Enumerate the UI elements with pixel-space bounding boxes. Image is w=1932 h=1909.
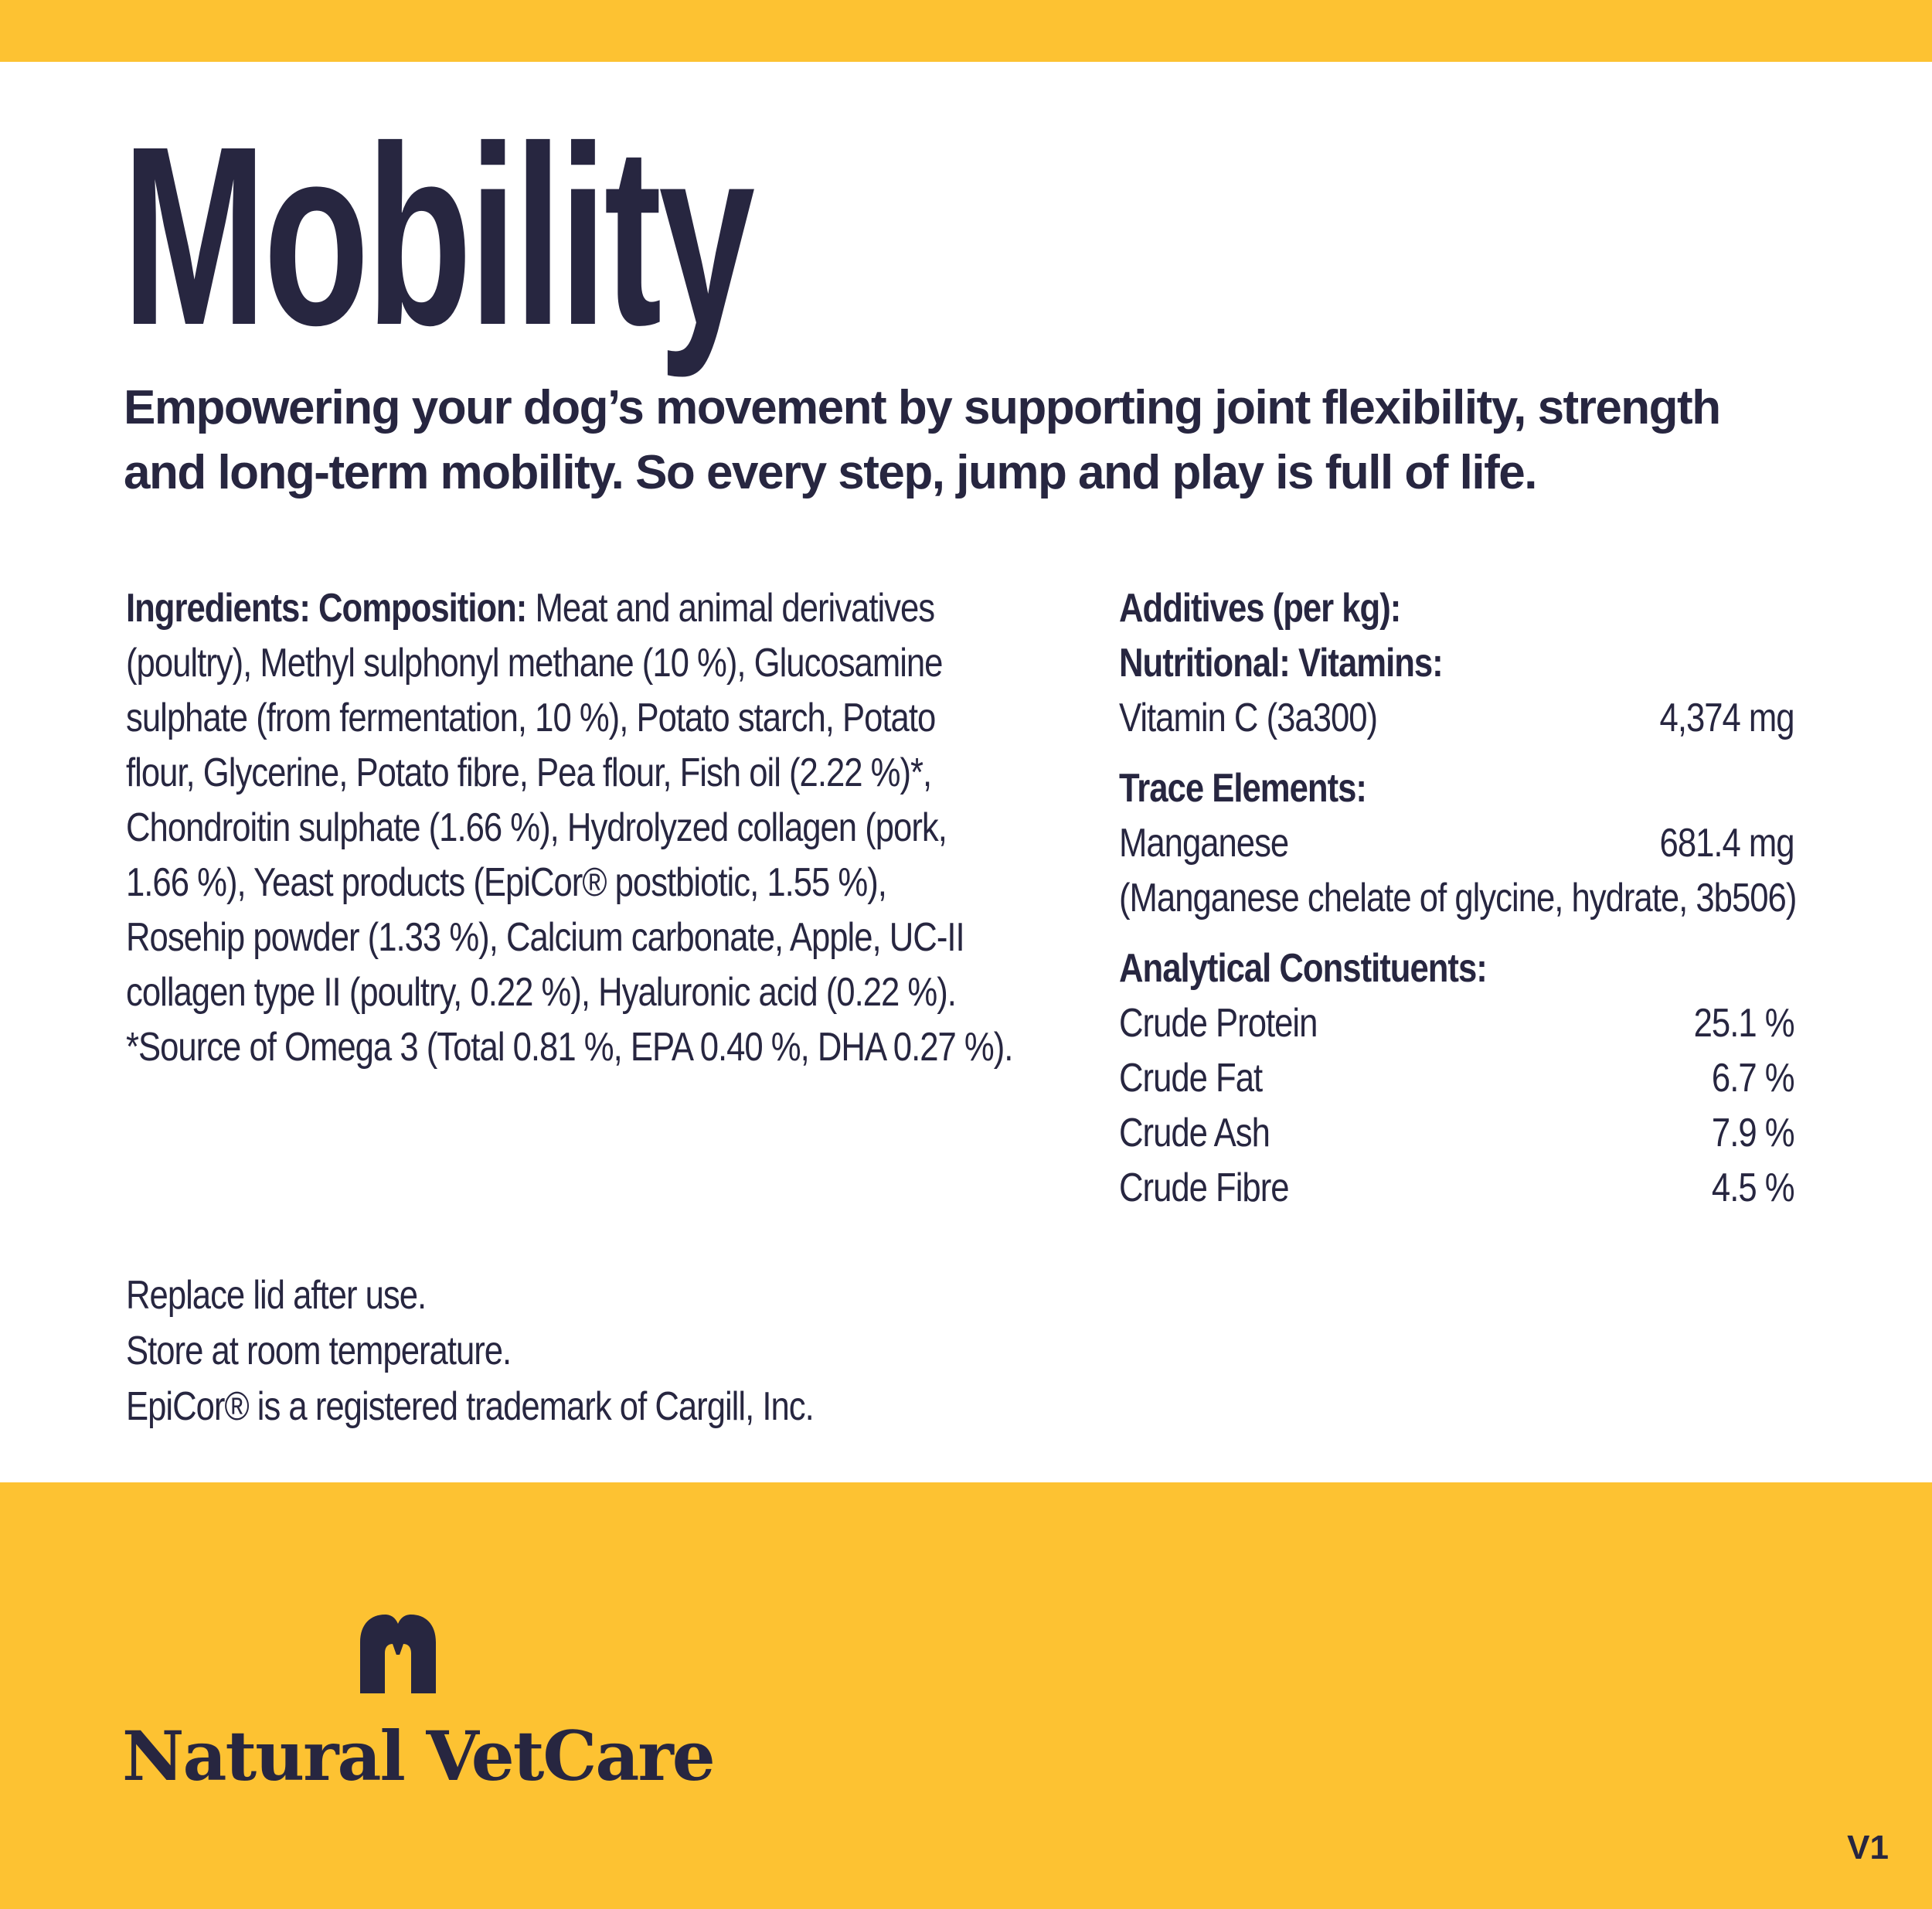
- analytical-heading: Analytical Constituents:: [1119, 946, 1487, 991]
- analytical-row: [1119, 1051, 1794, 1106]
- trademark-note: EpiCor® is a registered trademark of Cargill, Inc.: [126, 1384, 814, 1429]
- tagline-line-2: and long-term mobility. So every step, jump and play is full of life.: [124, 446, 1536, 499]
- ingredients-block: [126, 581, 1100, 1075]
- ingredients-line: collagen type II (poultry, 0.22 %), Hyaluronic acid (0.22 %).: [126, 970, 956, 1015]
- trace-name: Manganese: [1119, 821, 1289, 866]
- analytical-row: [1119, 1106, 1794, 1161]
- ingredients-line: flour, Glycerine, Potato fibre, Pea flour, Fish oil (2.22 %)*,: [126, 750, 932, 795]
- analytical-row: [1119, 996, 1794, 1051]
- ingredients-label: Ingredients: Composition:: [126, 586, 527, 631]
- ingredients-line: Rosehip powder (1.33 %), Calcium carbonate, Apple, UC-II: [126, 915, 964, 960]
- trace-note: (Manganese chelate of glycine, hydrate, 3b506): [1119, 876, 1797, 920]
- product-tagline: [124, 376, 1870, 505]
- nutritional-heading: Nutritional: Vitamins:: [1119, 641, 1443, 686]
- vitamin-value: 4,374 mg: [1659, 696, 1794, 740]
- vitamin-name: Vitamin C (3a300): [1119, 696, 1378, 740]
- vitamin-row: [1119, 691, 1794, 746]
- tagline-line-1: Empowering your dog’s movement by supporting joint flexibility, strength: [124, 381, 1720, 434]
- top-color-band: [0, 0, 1932, 62]
- analytical-name: Crude Protein: [1119, 1001, 1318, 1046]
- trace-heading: Trace Elements:: [1119, 766, 1366, 811]
- version-label: V1: [1847, 1829, 1889, 1866]
- storage-line: Replace lid after use.: [126, 1273, 427, 1318]
- analytical-name: Crude Fibre: [1119, 1165, 1289, 1210]
- trace-value: 681.4 mg: [1659, 821, 1794, 866]
- ingredients-line: *Source of Omega 3 (Total 0.81 %, EPA 0.40 %, DHA 0.27 %).: [126, 1025, 1013, 1070]
- additives-heading: Additives (per kg):: [1119, 586, 1401, 631]
- analytical-value: 7.9 %: [1711, 1111, 1794, 1155]
- analytical-value: 25.1 %: [1693, 1001, 1794, 1046]
- analytical-value: 6.7 %: [1711, 1056, 1794, 1101]
- analytical-name: Crude Ash: [1119, 1111, 1270, 1155]
- ingredients-line: Chondroitin sulphate (1.66 %), Hydrolyzed collagen (pork,: [126, 805, 947, 850]
- analytical-name: Crude Fat: [1119, 1056, 1263, 1101]
- ingredients-line: (poultry), Methyl sulphonyl methane (10 %), Glucosamine: [126, 641, 943, 686]
- additives-block: [1119, 581, 1797, 1216]
- product-title: Mobility: [122, 93, 753, 378]
- dog-head-icon: [349, 1611, 447, 1693]
- trace-row: [1119, 816, 1794, 871]
- ingredients-line: sulphate (from fermentation, 10 %), Potato starch, Potato: [126, 696, 936, 740]
- storage-instructions: [126, 1268, 814, 1434]
- analytical-row: [1119, 1161, 1794, 1216]
- analytical-value: 4.5 %: [1711, 1165, 1794, 1210]
- ingredients-line: Ingredients: Composition: Meat and animal derivatives: [126, 586, 935, 631]
- bottom-color-band: [0, 1482, 1932, 1909]
- brand-name: Natural VetCare: [122, 1716, 714, 1796]
- storage-line: Store at room temperature.: [126, 1329, 512, 1373]
- ingredients-line: 1.66 %), Yeast products (EpiCor® postbiotic, 1.55 %),: [126, 860, 886, 905]
